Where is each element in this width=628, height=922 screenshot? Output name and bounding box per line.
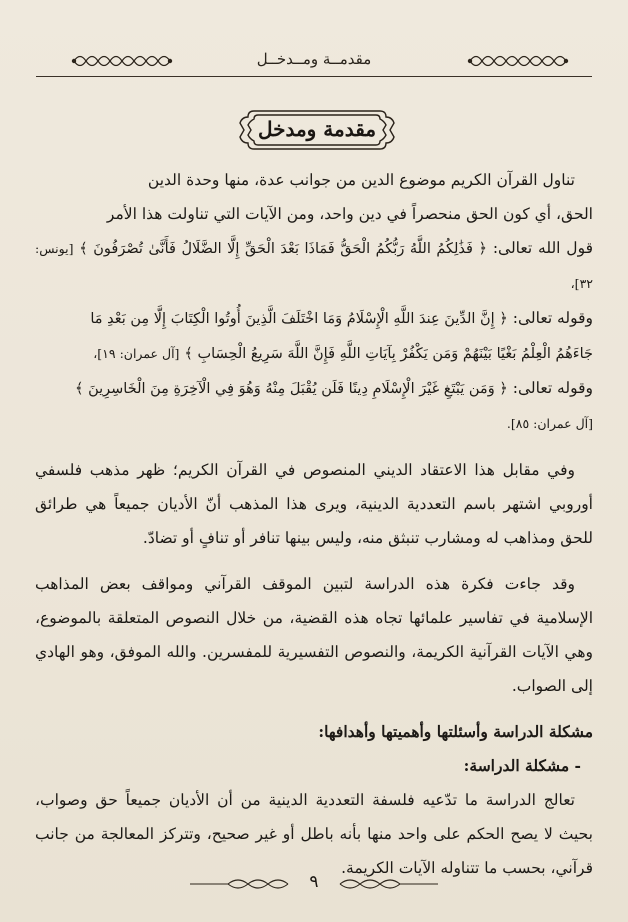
page-number: ٩	[309, 872, 319, 892]
verse-intro-3: وقوله تعالى:	[512, 379, 593, 397]
verse-reference-2: [آل عمران: ١٩]،	[93, 346, 180, 361]
paragraph-1-line-3	[35, 231, 593, 301]
paragraph-2: وفي مقابل هذا الاعتقاد الديني المنصوص في القرآن الكريم؛ ظهر مذهب فلسفي أوروبي اشتهر باسم التعددية الدينية، ويرى هذا المذهب أنّ الأديان جميعاً هي طرائق للحق ومذاهب له ومشارب تنبثق منه، وليس بينها تنافر أو تنافٍ أو تضادّ.	[35, 461, 593, 547]
paragraph-1-line-6	[35, 371, 593, 406]
paragraph-1-line-1: تناول القرآن الكريم موضوع الدين من جوانب عدة، منها وحدة الدين	[147, 171, 575, 189]
running-header	[0, 48, 628, 78]
footer-ornament-right	[330, 876, 440, 892]
paragraph-1-line-2: الحق، أي كون الحق منحصراً في دين واحد، ومن الآيات التي تناولت هذا الأمر	[106, 205, 593, 223]
paragraph-3: وقد جاءت فكرة هذه الدراسة لتبين الموقف القرآني ومواقف بعض المذاهب الإسلامية في تفاسير علمائها تجاه هذه القضية، من خلال النصوص المتعلقة بالموضوع، وهي الآيات القرآنية الكريمة، والنصوص التفسيرية للمفسرين. والله الموفق، وهو الهادي إلى الصواب.	[35, 575, 593, 695]
body-text	[35, 163, 593, 885]
verse-intro-1: قول الله تعالى:	[492, 239, 593, 257]
section-title: مقدمة ومدخل	[257, 117, 377, 141]
verse-intro-2: وقوله تعالى:	[512, 309, 593, 327]
section-heading: مشكلة الدراسة وأسئلتها وأهميتها وأهدافها:	[318, 722, 593, 741]
header-rule	[36, 76, 592, 77]
verse-reference-1: [يونس: ٣٢]،	[35, 241, 593, 291]
quran-verse-1: ﴿ فَذَٰلِكُمُ اللَّهُ رَبُّكُمُ الْحَقُّ فَمَاذَا بَعْدَ الْحَقِّ إِلَّا الضَّلَالُ فَأَنَّىٰ تُصْرَفُونَ ﴾	[79, 241, 487, 257]
paragraph-4: تعالج الدراسة ما تدّعيه فلسفة التعددية الدينية من أن الأديان جميعاً حق وصواب، بحيث لا يصح الحكم على واحد منها بأنه باطل أو غير صحيح، وتتركز المعالجة من جانب قرآني، بحسب ما تتناوله الآيات الكريمة.	[35, 791, 593, 877]
paragraph-1-line-7	[35, 406, 593, 441]
section-title-frame	[236, 107, 398, 153]
quran-verse-2b: جَاءَهُمُ الْعِلْمُ بَغْيًا بَيْنَهُمْ وَمَن يَكْفُرْ بِآيَاتِ اللَّهِ فَإِنَّ اللَّهَ سَرِيعُ الْحِسَابِ ﴾	[184, 346, 593, 362]
header-ornament-right	[466, 50, 576, 72]
quran-verse-3: ﴿ وَمَن يَبْتَغِ غَيْرَ الْإِسْلَامِ دِينًا فَلَن يُقْبَلَ مِنْهُ وَهُوَ فِي الْآخِرَةِ مِنَ الْخَاسِرِينَ ﴾	[74, 381, 508, 397]
section-subheading: - مشكلة الدراسة:	[463, 756, 581, 775]
page-footer	[0, 870, 628, 900]
running-header-title: مقدمــة ومــدخــل	[256, 50, 372, 68]
quran-verse-2a: ﴿ إِنَّ الدِّينَ عِندَ اللَّهِ الْإِسْلَامُ وَمَا اخْتَلَفَ الَّذِينَ أُوتُوا الْكِتَابَ إِلَّا مِن بَعْدِ مَا	[90, 311, 508, 327]
paragraph-1-line-4	[35, 301, 593, 336]
verse-reference-3: [آل عمران: ٨٥].	[506, 416, 593, 431]
paragraph-1-line-5	[35, 336, 593, 371]
